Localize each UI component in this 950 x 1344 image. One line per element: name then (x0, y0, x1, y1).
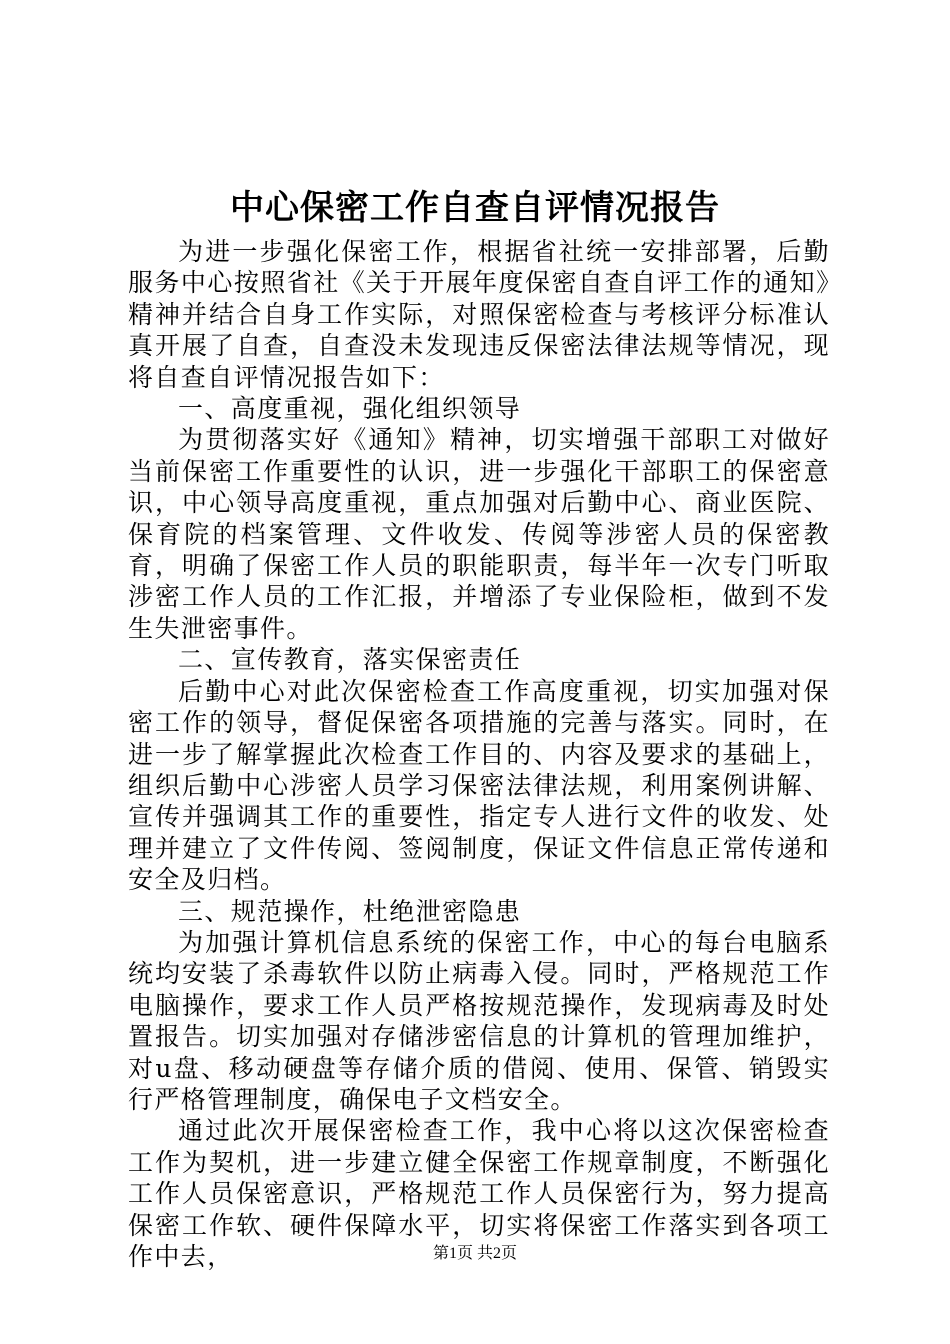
intro-paragraph: 为进一步强化保密工作，根据省社统一安排部署，后勤服务中心按照省社《关于开展年度保密自查自评工作的通知》精神并结合自身工作实际，对照保密检查与考核评分标准认真开展了自查，自查没未发现违反保密法律法规等情况，现将自查自评情况报告如下： (128, 237, 830, 392)
document-title: 中心保密工作自查自评情况报告 (230, 188, 720, 228)
section-1-paragraph: 为贯彻落实好《通知》精神，切实增强干部职工对做好当前保密工作重要性的认识，进一步强化干部职工的保密意识，中心领导高度重视，重点加强对后勤中心、商业医院、保育院的档案管理、文件收发、传阅等涉密人员的保密教育，明确了保密工作人员的职能职责，每半年一次专门听取涉密工作人员的工作汇报，并增添了专业保险柜，做到不发生失泄密事件。 (128, 425, 830, 643)
section-1-heading: 一、高度重视，强化组织领导 (178, 394, 522, 424)
section-2-paragraph: 后勤中心对此次保密检查工作高度重视，切实加强对保密工作的领导，督促保密各项措施的完善与落实。同时，在进一步了解掌握此次检查工作目的、内容及要求的基础上，组织后勤中心涉密人员学习保密法律法规，利用案例讲解、宣传并强调其工作的重要性，指定专人进行文件的收发、处理并建立了文件传阅、签阅制度，保证文件信息正常传递和安全及归档。 (128, 676, 830, 895)
section-3-paragraph: 为加强计算机信息系统的保密工作，中心的每台电脑系统均安装了杀毒软件以防止病毒入侵。同时，严格规范工作电脑操作，要求工作人员严格按规范操作，发现病毒及时处置报告。切实加强对存储涉密信息的计算机的管理加维护，对u盘、移动硬盘等存储介质的借阅、使用、保管、销毁实行严格管理制度，确保电子文档安全。 (128, 927, 830, 1114)
document-body (128, 236, 830, 1272)
section-2-heading: 二、宣传教育，落实保密责任 (178, 645, 522, 675)
section-3-heading: 三、规范操作，杜绝泄密隐患 (178, 896, 522, 926)
closing-paragraph: 通过此次开展保密检查工作，我中心将以这次保密检查工作为契机，进一步建立健全保密工作规章制度，不断强化工作人员保密意识，严格规范工作人员保密行为，努力提高保密工作软、硬件保障水平，切实将保密工作落实到各项工作中去， (128, 1116, 830, 1271)
page-footer: 第1页 共2页 (432, 1245, 517, 1262)
